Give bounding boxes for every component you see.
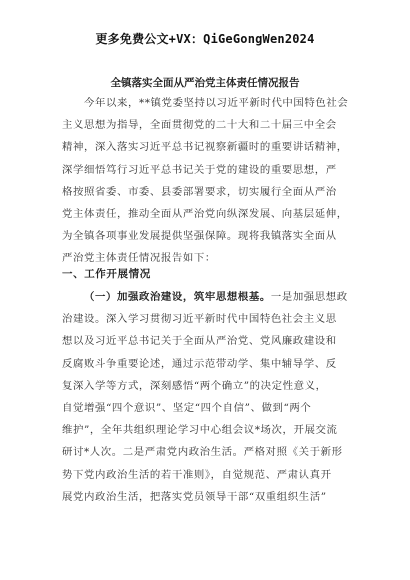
section-heading: 一、工作开展情况 <box>62 268 151 280</box>
paragraph-line: 势下党内政治生活的若干准则》，自觉规范、严肃认真开 <box>62 468 332 481</box>
paragraph-line: 党主体责任，推动全面从严治党向纵深发展、向基层延伸， <box>62 208 348 221</box>
paragraph-line: 今年以来，**镇党委坚持以习近平新时代中国特色社会 <box>84 97 349 109</box>
paragraph-line: 精神，深入落实习近平总书记视察新疆时的重要讲话精神， <box>62 141 348 154</box>
document-title: 全镇落实全面从严治党主体责任情况报告 <box>110 77 300 89</box>
subsection-lead: （一）加强政治建设，筑牢思想根基。 <box>84 291 271 303</box>
paragraph-line: 格按照省委、市委、县委部署要求，切实履行全面从严治 <box>62 185 337 198</box>
paragraph-line: 治建设。深入学习贯彻习近平新时代中国特色社会主义思 <box>62 313 337 326</box>
paragraph-line: 想以及习近平总书记关于全面从严治党、党风廉政建设和 <box>62 335 337 348</box>
paragraph-line: 复深入学等方式，深刻感悟“两个确立”的决定性意义， <box>62 379 327 392</box>
paragraph-line <box>62 286 352 308</box>
promo-header: 更多免费公文+VX：QiGeGongWen2024 <box>95 32 315 46</box>
paragraph-line: 主义思想为指导，全面贯彻党的二十大和二十届三中全会 <box>62 119 337 132</box>
paragraph-line: 为全镇各项事业发展提供坚强保障。现将我镇落实全面从 <box>62 230 337 243</box>
paragraph-line: 反腐败斗争重要论述，通过示范带动学、集中辅导学、反 <box>62 357 337 370</box>
paragraph-line: 深学细悟笃行习近平总书记关于党的建设的重要思想，严 <box>62 163 337 176</box>
paragraph-line: 严治党主体责任情况报告如下： <box>62 252 216 265</box>
paragraph-text: 一是加强思想政 <box>270 291 348 303</box>
paragraph-line: 维护”，全年共组织理论学习中心组会议*场次，开展交流 <box>62 424 338 437</box>
subsection-paragraph <box>62 286 352 508</box>
intro-paragraph <box>62 92 352 270</box>
paragraph-line: 展党内政治生活，把落实党员领导干部“双重组织生活” <box>62 490 327 503</box>
paragraph-line: 自觉增强“四个意识”、坚定“四个自信”、做到“两个 <box>62 402 312 415</box>
paragraph-line: 研讨*人次。二是严肃党内政治生活。严格对照《关于新形 <box>62 446 343 459</box>
